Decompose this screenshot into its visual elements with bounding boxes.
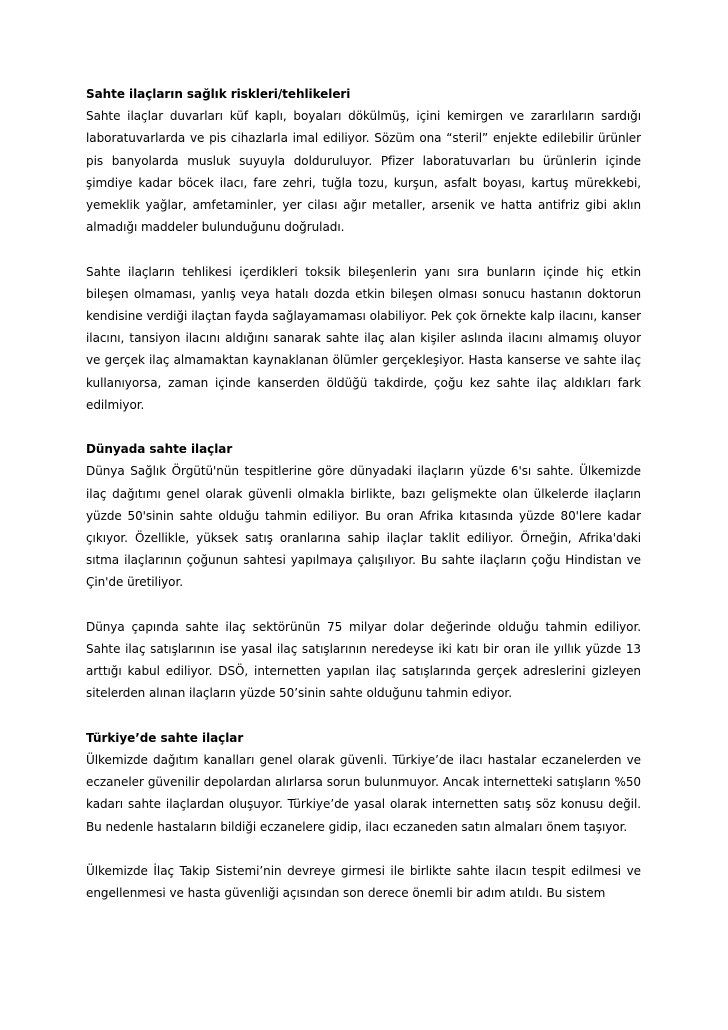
paragraph-turkey-1: Ülkemizde dağıtım kanalları genel olarak güvenli. Türkiye’de ilacı hastalar eczanelerden ve eczaneler güvenilir depolardan alırlarsa sorun bulunmuyor. Ancak internetteki satışların %50 kadarı sahte ilaçlardan oluşuyor. Türkiye’de yasal olarak internetten satış söz konusu değil. Bu nedenle hastaların bildiği eczanelere gidip, ilacı eczaneden satın almaları önem taşıyor. <box>86 753 641 834</box>
paragraph-spacer <box>86 594 641 616</box>
paragraph-world-2: Dünya çapında sahte ilaç sektörünün 75 milyar dolar değerinde olduğu tahmin ediliyor. Sahte ilaç satışlarının ise yasal ilaç satışlarının neredeyse iki katı bir oran ile yıllık yüzde 13 arttığı kabul ediliyor. DSÖ, internetten yapılan ilaç satışlarında gerçek adreslerini gizleyen sitelerden alınan ilaçların yüzde 50’sinin sahte olduğunu tahmin ediyor. <box>86 619 641 701</box>
section-heading-world: Dünyada sahte ilaçlar <box>86 442 233 457</box>
section-heading-turkey: Türkiye’de sahte ilaçlar <box>86 730 244 745</box>
paragraph-health-risks-1: Sahte ilaçlar duvarları küf kaplı, boyaları dökülmüş, içini kemirgen ve zararlıların sardığı laboratuvarlarda ve pis cihazlarla imal ediliyor. Sözüm ona “steril” enjekte edilebilir ürünler pis banyolarda musluk suyuyla dolduruluyor. Pfizer laboratuvarları bu ürünlerin içinde şimdiye kadar böcek ilacı, fare zehri, tuğla tozu, kurşun, asfalt boyası, kartuş mürekkebi, yemeklik yağlar, amfetaminler, yer cilası ağır metaller, arsenik ve hatta antifriz gibi aklın almadığı maddeler bulunduğunu doğruladı. <box>86 109 641 235</box>
document-page <box>86 83 641 904</box>
paragraph-spacer <box>86 838 641 860</box>
paragraph-spacer <box>86 416 641 438</box>
paragraph-spacer <box>86 705 641 727</box>
paragraph-spacer <box>86 238 641 260</box>
section-heading-health-risks: Sahte ilaçların sağlık riskleri/tehlikeleri <box>86 87 351 101</box>
paragraph-world-1: Dünya Sağlık Örgütü'nün tespitlerine göre dünyadaki ilaçların yüzde 6'sı sahte. Ülkemizde ilaç dağıtımı genel olarak güvenli olmakla birlikte, bazı gelişmekte olan ülkelerde ilaçların yüzde 50'sinin sahte olduğu tahmin ediliyor. Bu oran Afrika kıtasında yüzde 80'lere kadar çıkıyor. Özellikle, yüksek satış oranlarına sahip ilaçlar taklit ediliyor. Örneğin, Afrika'daki sıtma ilaçlarının çoğunun sahtesi yapılmaya çalışılıyor. Bu sahte ilaçların çoğu Hindistan ve Çin'de üretiliyor. <box>86 464 641 590</box>
paragraph-turkey-2: Ülkemizde İlaç Takip Sistemi’nin devreye girmesi ile birlikte sahte ilacın tespit edilmesi ve engellenmesi ve hasta güvenliği açısından son derece önemli bir adım atıldı. Bu sistem <box>86 864 641 901</box>
paragraph-health-risks-2: Sahte ilaçların tehlikesi içerdikleri toksik bileşenlerin yanı sıra bunların içinde hiç etkin bileşen olmaması, yanlış veya hatalı dozda etkin bileşen olması sonucu hastanın doktorun kendisine verdiği ilaçtan fayda sağlayamaması olabiliyor. Pek çok örnekte kalp ilacını, kanser ilacını, tansiyon ilacını aldığını sanarak sahte ilaç alan kişiler aslında ilacını almamış oluyor ve gerçek ilaç almamaktan kaynaklanan ölümler gerçekleşiyor. Hasta kanserse ve sahte ilaç kullanıyorsa, zaman içinde kanserden öldüğü takdirde, çoğu kez sahte ilaç aldıkları fark edilmiyor. <box>86 264 641 412</box>
